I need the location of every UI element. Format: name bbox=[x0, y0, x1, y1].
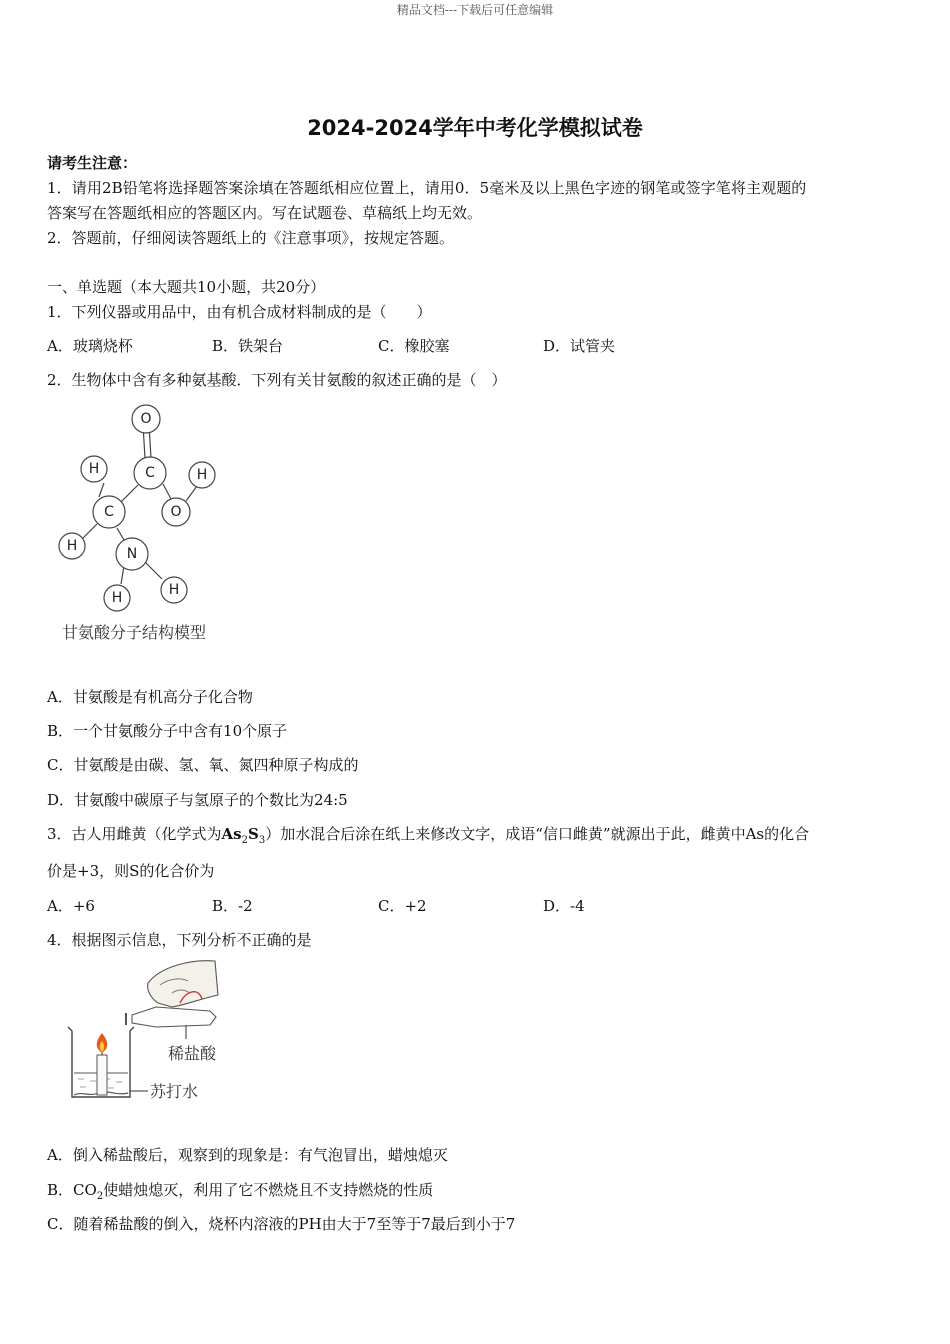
acid-pour-experiment-figure bbox=[60, 955, 260, 1105]
glycine-structure-figure bbox=[50, 400, 230, 650]
question-2-option-b: B．一个甘氨酸分子中含有10个原子 bbox=[47, 722, 288, 740]
question-2-stem: 2．生物体中含有多种氨基酸．下列有关甘氨酸的叙述正确的是（ ） bbox=[47, 371, 507, 389]
question-1-option-c: C．橡胶塞 bbox=[378, 337, 450, 355]
svg-text:O: O bbox=[140, 411, 152, 427]
question-4-option-a: A．倒入稀盐酸后，观察到的现象是：有气泡冒出，蜡烛熄灭 bbox=[47, 1146, 448, 1164]
question-3-stem-line-2: 价是+3，则S的化合价为 bbox=[47, 862, 215, 880]
question-3-option-d: D．-4 bbox=[543, 897, 585, 915]
svg-text:C: C bbox=[145, 465, 155, 481]
question-1-option-b: B．铁架台 bbox=[212, 337, 284, 355]
label-dilute-hcl: 稀盐酸 bbox=[168, 1044, 217, 1063]
svg-text:H: H bbox=[196, 467, 208, 483]
svg-text:N: N bbox=[126, 546, 138, 562]
question-3-option-c: C．+2 bbox=[378, 897, 427, 915]
svg-text:C: C bbox=[104, 504, 114, 520]
section-heading-single-choice: 一、单选题（本大题共10小题，共20分） bbox=[47, 278, 326, 296]
question-3-option-b: B．-2 bbox=[212, 897, 253, 915]
notice-line-2: 2．答题前，仔细阅读答题纸上的《注意事项》，按规定答题。 bbox=[47, 229, 455, 247]
notice-heading: 请考生注意： bbox=[47, 154, 138, 172]
label-soda-water: 苏打水 bbox=[150, 1082, 199, 1101]
svg-text:H: H bbox=[88, 461, 100, 477]
question-4-stem: 4．根据图示信息，下列分析不正确的是 bbox=[47, 931, 312, 949]
question-3-stem-line-1: 3．古人用雌黄（化学式为$As_2S_3$）加水混合后涂在纸上来修改文字，成语“信口雌黄”就源出于此，雌黄中As的化合 bbox=[47, 825, 810, 846]
question-2-option-d: D．甘氨酸中碳原子与氢原子的个数比为24:5 bbox=[47, 791, 348, 809]
notice-line-1a: 1．请用2B铅笔将选择题答案涂填在答题纸相应位置上，请用0．5毫米及以上黑色字迹的钢笔或签字笔将主观题的 bbox=[47, 179, 807, 197]
question-4-option-b: B．$CO_2$使蜡烛熄灭，利用了它不燃烧且不支持燃烧的性质 bbox=[47, 1181, 434, 1202]
question-1-option-a: A．玻璃烧杯 bbox=[47, 337, 133, 355]
question-3-option-a: A．+6 bbox=[47, 897, 95, 915]
svg-text:O: O bbox=[170, 504, 182, 520]
page-header-watermark: 精品文档---下载后可任意编辑 bbox=[396, 3, 554, 17]
question-4-option-c: C．随着稀盐酸的倒入，烧杯内溶液的PH由大于7至等于7最后到小于7 bbox=[47, 1215, 516, 1233]
svg-text:H: H bbox=[111, 590, 123, 606]
question-2-option-a: A．甘氨酸是有机高分子化合物 bbox=[47, 688, 253, 706]
svg-text:H: H bbox=[66, 538, 78, 554]
question-2-option-c: C．甘氨酸是由碳、氢、氧、氮四种原子构成的 bbox=[47, 756, 359, 774]
question-1-stem: 1．下列仪器或用品中，由有机合成材料制成的是（ ） bbox=[47, 303, 432, 321]
document-title: 2024-2024学年中考化学模拟试卷 bbox=[307, 116, 643, 140]
notice-line-1b: 答案写在答题纸相应的答题区内。写在试题卷、草稿纸上均无效。 bbox=[47, 204, 483, 222]
svg-text:H: H bbox=[168, 582, 180, 598]
question-1-option-d: D．试管夹 bbox=[543, 337, 616, 355]
glycine-figure-caption: 甘氨酸分子结构模型 bbox=[62, 623, 207, 642]
